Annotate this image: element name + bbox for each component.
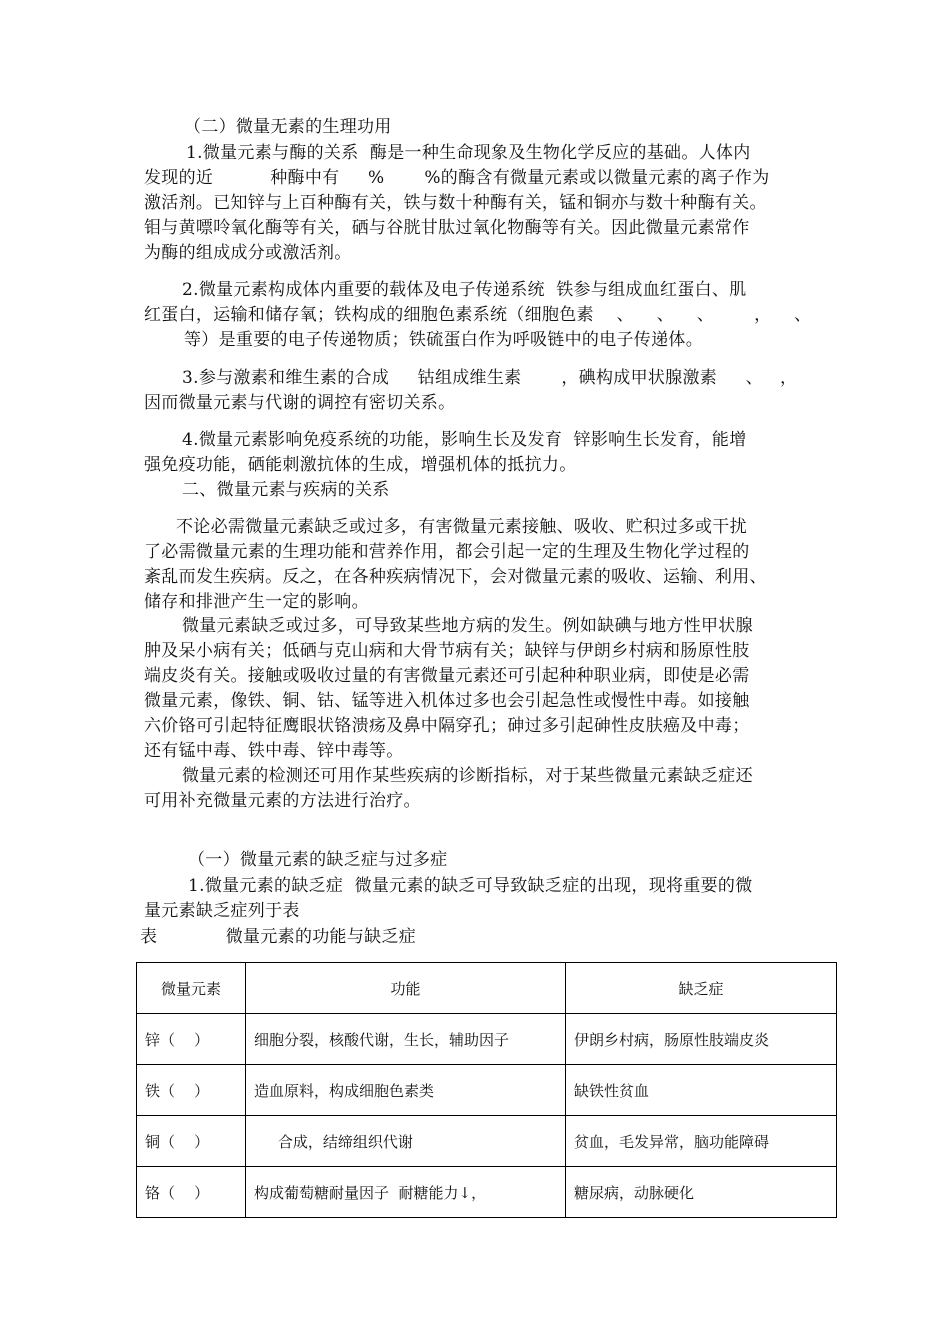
trace-element-table [136,962,837,1218]
header-cell: 缺乏症 [566,963,837,1014]
table-row [137,1116,837,1167]
section-heading: （一）微量元素的缺乏症与过多症 [188,850,448,870]
table-row [137,1014,837,1065]
deficiency-cell: 伊朗乡村病，肠原性肢端皮炎 [566,1014,837,1065]
function-cell: 造血原料，构成细胞色素类 [246,1065,566,1116]
table-caption: 表 微量元素的功能与缺乏症 [140,927,417,947]
section-heading: （二）微量无素的生理功用 [184,117,392,137]
deficiency-cell: 贫血，毛发异常，脑功能障碍 [566,1116,837,1167]
paragraph-line: 了必需微量元素的生理功能和营养作用，都会引起一定的生理及生物化学过程的 [144,542,750,562]
paragraph-line: 微量元素缺乏或过多，可导致某些地方病的发生。例如缺碘与地方性甲状腺 [182,616,753,636]
paragraph-line: 六价铬可引起特征鹰眼状铬溃疡及鼻中隔穿孔；砷过多引起砷性皮肤癌及中毒； [144,716,750,736]
paragraph-line: 量元素缺乏症列于表 [144,901,300,921]
paragraph-line: 强免疫功能，硒能刺激抗体的生成，增强机体的抵抗力。 [144,455,577,475]
paragraph-line: 激活剂。已知锌与上百种酶有关，铁与数十种酶有关，锰和铜亦与数十种酶有关。 [144,193,767,213]
section-heading: 二、微量元素与疾病的关系 [182,480,390,500]
deficiency-cell: 糖尿病，动脉硬化 [566,1167,837,1218]
paragraph-line: 还有锰中毒、铁中毒、锌中毒等。 [144,741,404,761]
paragraph-line: 等）是重要的电子传递物质；铁硫蛋白作为呼吸链中的电子传递体。 [184,330,703,350]
paragraph-line: 2.微量元素构成体内重要的载体及电子传递系统 铁参与组成血红蛋白、肌 [182,280,747,300]
table-row [137,1167,837,1218]
element-cell: 铜（ ） [137,1116,246,1167]
paragraph-line: 为酶的组成成分或激活剂。 [144,243,352,263]
paragraph-line: 储存和排泄产生一定的影响。 [144,592,369,612]
paragraph-line: 发现的近 种酶中有 % %的酶含有微量元素或以微量元素的离子作为 [144,168,770,188]
deficiency-cell: 缺铁性贫血 [566,1065,837,1116]
paragraph-line: 不论必需微量元素缺乏或过多，有害微量元素接触、吸收、贮积过多或干扰 [176,517,747,537]
element-cell: 铬（ ） [137,1167,246,1218]
paragraph-line: 肿及呆小病有关；低硒与克山病和大骨节病有关；缺锌与伊朗乡村病和肠原性肢 [144,641,750,661]
paragraph-line: 钼与黄嘌呤氧化酶等有关，硒与谷胱甘肽过氧化物酶等有关。因此微量元素常作 [144,218,750,238]
function-cell: 构成葡萄糖耐量因子 耐糖能力↓， [246,1167,566,1218]
table-header-row [137,963,837,1014]
table-row [137,1065,837,1116]
paragraph-line: 3.参与激素和维生素的合成 钴组成维生素 ，碘构成甲状腺激素 、 ， [182,368,798,388]
paragraph-line: 微量元素的检测还可用作某些疾病的诊断指标，对于某些微量元素缺乏症还 [182,766,753,786]
function-cell: 合成，结缔组织代谢 [246,1116,566,1167]
paragraph-line: 可用补充微量元素的方法进行治疗。 [144,791,421,811]
paragraph-line: 4.微量元素影响免疫系统的功能，影响生长及发育 锌影响生长发育，能增 [182,430,747,450]
paragraph-line: 因而微量元素与代谢的调控有密切关系。 [144,393,456,413]
paragraph-line: 1.微量元素的缺乏症 微量元素的缺乏可导致缺乏症的出现，现将重要的微 [188,876,753,896]
function-cell: 细胞分裂，核酸代谢，生长，辅助因子 [246,1014,566,1065]
paragraph-line: 紊乱而发生疾病。反之，在各种疾病情况下，会对微量元素的吸收、运输、利用、 [144,567,767,587]
paragraph-line: 端皮炎有关。接触或吸收过量的有害微量元素还可引起种种职业病，即使是必需 [144,666,750,686]
paragraph-line: 微量元素，像铁、铜、钴、锰等进入机体过多也会引起急性或慢性中毒。如接触 [144,691,750,711]
header-cell: 微量元素 [137,963,246,1014]
paragraph-line: 1.微量元素与酶的关系 酶是一种生命现象及生物化学反应的基础。人体内 [186,143,751,163]
element-cell: 铁（ ） [137,1065,246,1116]
element-cell: 锌（ ） [137,1014,246,1065]
paragraph-line: 红蛋白，运输和储存氧；铁构成的细胞色素系统（细胞色素 、 、 、 ， 、 [144,305,812,325]
header-cell: 功能 [246,963,566,1014]
